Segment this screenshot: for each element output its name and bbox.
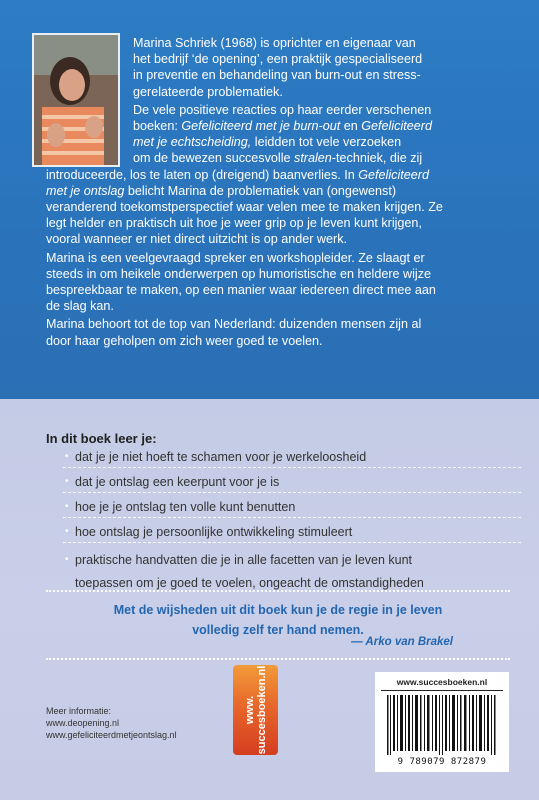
quote-line: Met de wijsheden uit dit boek kun je de regie in je leven xyxy=(113,603,443,617)
quote-line: volledig zelf ter hand nemen. xyxy=(192,623,364,637)
bio-line: boeken: xyxy=(133,119,182,134)
bullet-icon: • xyxy=(65,476,69,487)
website-link[interactable]: www.deopening.nl xyxy=(46,718,120,728)
bio-line: vooral wanneer er niet direct uitzicht is op ander werk. xyxy=(46,232,347,247)
author-bio xyxy=(46,35,508,351)
more-info xyxy=(46,705,177,741)
book-title: met je ontslag xyxy=(46,183,125,198)
list-item-text: toepassen om je goed te voelen, ongeacht de omstandigheden xyxy=(75,576,424,590)
book-title: met je echtscheiding, xyxy=(133,135,252,150)
bio-line: gerelateerde problematiek. xyxy=(133,84,283,99)
publisher-logo-text xyxy=(244,666,268,755)
list-item-text: hoe ontslag je persoonlijke ontwikkeling stimuleert xyxy=(75,525,353,539)
publisher-logo xyxy=(233,665,278,755)
barcode-box xyxy=(375,672,509,772)
logo-line: www. xyxy=(243,695,256,725)
list-item xyxy=(63,542,521,590)
bio-line: bespreekbaar te maken, op een manier waar iedereen direct mee aan xyxy=(46,283,436,298)
bullet-icon: • xyxy=(65,451,69,462)
list-item-text: dat je ontslag een keerpunt voor je is xyxy=(75,475,280,489)
barcode-separator xyxy=(381,690,503,691)
list-item-text: hoe je je ontslag ten volle kunt benutten xyxy=(75,500,296,514)
bio-line: De vele positieve reacties op haar eerder verschenen xyxy=(133,102,432,117)
bio-line: de slag kan. xyxy=(46,299,114,314)
bio-line: door haar geholpen om zich weer goed te voelen. xyxy=(46,333,323,348)
bio-line: leidden tot vele verzoeken xyxy=(251,135,402,150)
bio-line: en xyxy=(340,119,362,134)
bio-line: veranderend toekomstperspectief waar velen mee te maken krijgen. Ze xyxy=(46,200,443,215)
bio-line: Marina Schriek (1968) is oprichter en eigenaar van xyxy=(133,36,416,50)
learn-title: In dit boek leer je: xyxy=(46,431,157,446)
bio-line: -techniek, die zij xyxy=(331,151,423,166)
list-item-text: praktische handvatten die je in alle facetten van je leven kunt xyxy=(75,553,413,567)
list-item xyxy=(63,443,521,467)
logo-line: succesboeken.nl xyxy=(255,665,268,755)
book-title: Gefeliciteerd xyxy=(358,167,429,182)
book-title: Gefeliciteerd met je burn-out xyxy=(181,119,341,134)
barcode-icon xyxy=(387,695,497,755)
bio-line: introduceerde, los te laten op (dreigend) baanverlies. In xyxy=(46,167,359,182)
quote xyxy=(46,600,510,640)
website-link[interactable]: www.gefeliciteerdmetjeontslag.nl xyxy=(46,730,177,740)
divider xyxy=(46,658,510,660)
bio-line: in preventie en behandeling van burn-out en stress- xyxy=(133,68,421,83)
bio-line: om de bewezen succesvolle xyxy=(133,151,295,166)
bullet-icon: • xyxy=(65,501,69,512)
bio-line: steeds in om heikele onderwerpen op humoristische en heldere wijze xyxy=(46,266,432,281)
divider xyxy=(46,590,510,592)
list-item xyxy=(63,517,521,542)
technique-name: stralen xyxy=(294,151,332,166)
learn-list xyxy=(63,443,521,590)
more-info-label: Meer informatie: xyxy=(46,706,112,716)
bio-line: legt helder en praktisch uit hoe je weer grip op je leven kunt krijgen, xyxy=(46,216,422,231)
bio-line: belicht Marina de problematiek van (ongewenst) xyxy=(124,183,397,198)
bio-line: het bedrijf ‘de opening’, een praktijk gespecialiseerd xyxy=(133,52,423,67)
list-item xyxy=(63,492,521,517)
bullet-icon: • xyxy=(65,554,69,565)
bio-line: Marina is een veelgevraagd spreker en workshopleider. Ze slaagt er xyxy=(46,250,425,265)
isbn-number: 9 789079 872879 xyxy=(397,757,487,767)
book-title: Gefeliciteerd xyxy=(361,119,432,134)
barcode-url: www.succesboeken.nl xyxy=(396,677,488,687)
bullet-icon: • xyxy=(65,526,69,537)
list-item-text: dat je je niet hoeft te schamen voor je werkeloosheid xyxy=(75,450,367,464)
quote-author: — Arko van Brakel xyxy=(351,636,453,648)
list-item xyxy=(63,467,521,492)
bio-line: Marina behoort tot de top van Nederland: duizenden mensen zijn al xyxy=(46,317,422,332)
